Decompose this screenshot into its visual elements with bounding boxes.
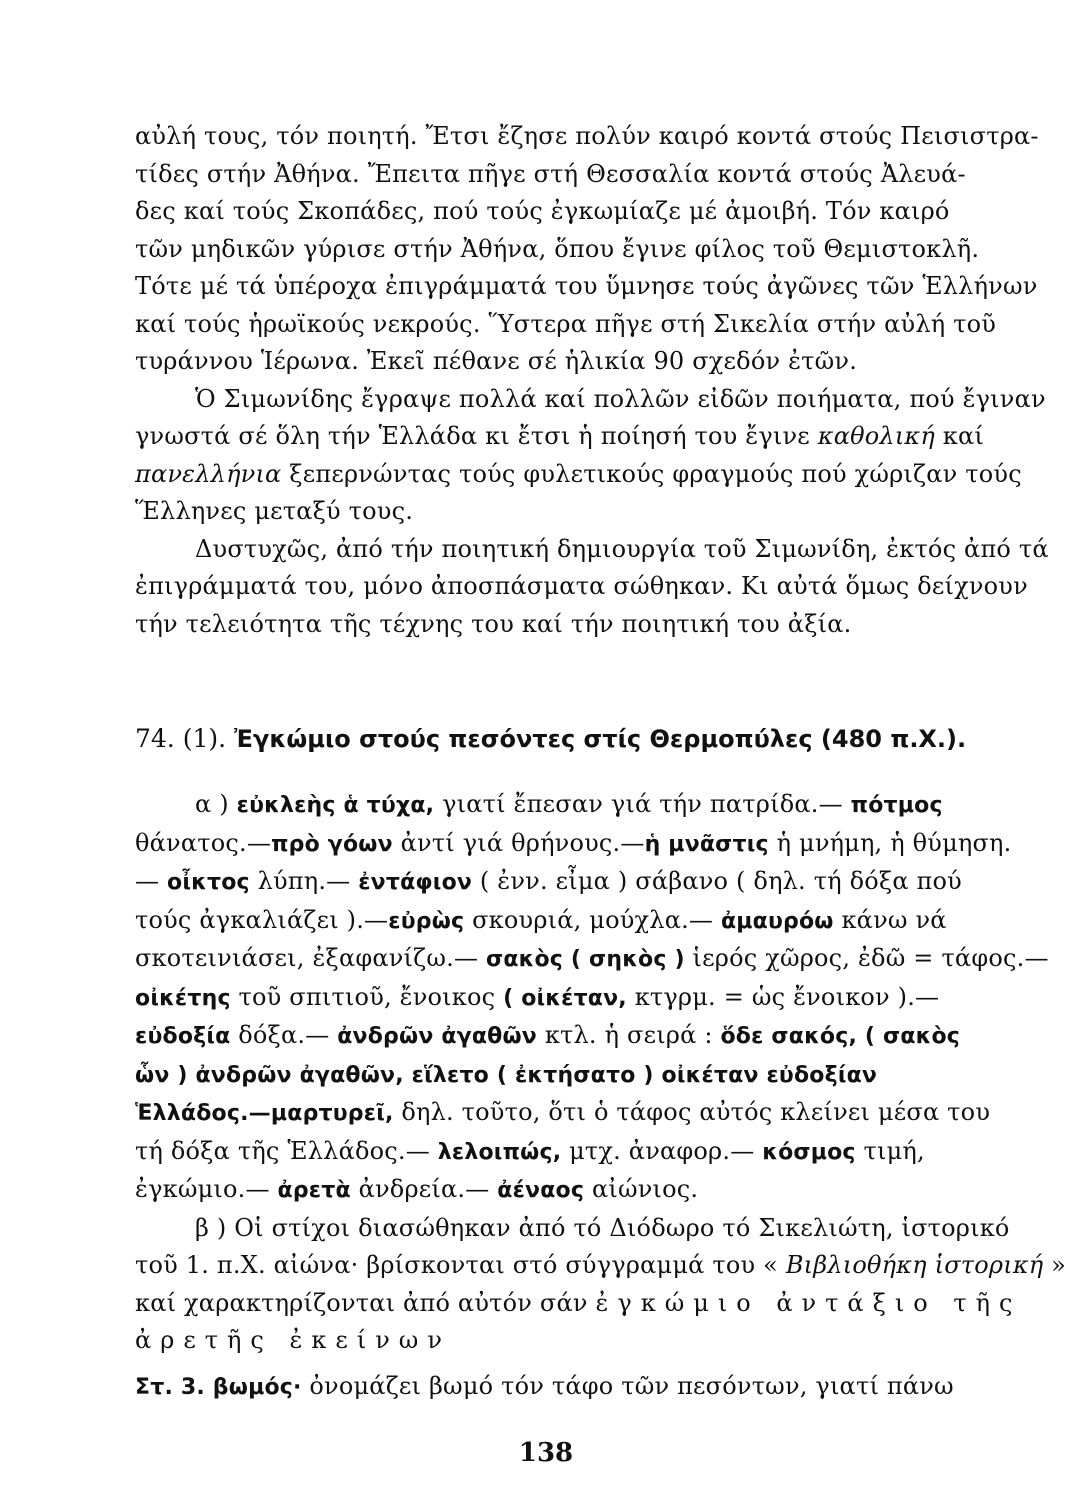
spaced-quote: ἐγκώμιο ἀντάξιο τῆς: [595, 1288, 1022, 1317]
spaced-quote: ἀρετῆς ἐκείνων: [135, 1326, 451, 1354]
text-span: γιατί ἔπεσαν γιά τήν πατρίδα.—: [434, 790, 851, 818]
text-span: ( ἐνν. εἶμα ) σάβανο ( δηλ. τή δόξα πού: [472, 867, 962, 895]
text-span: τοῦ 1. π.Χ. αἰώνα· βρίσκονται στό σύγγραμμά του «: [135, 1251, 786, 1279]
term: εὐκλεὴς ἁ τύχα,: [236, 793, 435, 818]
text-span: λύπη.—: [249, 867, 359, 895]
text-span: α ): [195, 790, 237, 818]
paragraph-1-line: τίδες στήν Ἀθήνα. Ἔπειτα πῆγε στή Θεσσαλία κοντά στούς Ἀλευά-: [135, 159, 966, 188]
verse-label: Στ. 3.: [135, 1375, 205, 1400]
term: κόσμος: [762, 1139, 856, 1165]
paragraph-3-line: τήν τελειότητα τῆς τέχνης του καί τήν ποιητική του ἀξία.: [135, 609, 852, 638]
term: ἀέναος: [497, 1178, 585, 1203]
verse-note: [135, 1368, 1015, 1407]
verse-note-line: [135, 1368, 1015, 1407]
notes-section: [135, 786, 1067, 1360]
paragraph-2-line: [135, 418, 1015, 456]
term: βωμός·: [212, 1375, 302, 1400]
paragraph-3-line: ἐπιγράμματά του, μόνο ἀποσπάσματα σώθηκαν. Κι αὐτά ὅμως δείχνουν: [135, 572, 1028, 600]
paragraph-1-line: αὐλή τους, τόν ποιητή. Ἔτσι ἔζησε πολύν καιρό κοντά στούς Πεισιστρα-: [135, 122, 1039, 150]
text-span: ἱερός χῶρος, ἐδῶ = τάφος.—: [684, 944, 1049, 972]
beta-line: β ) Οἱ στίχοι διασώθηκαν ἀπό τό Διόδωρο τό Σικελιώτη, ἱστορικό: [195, 1213, 1010, 1242]
text-span: κάνω νά: [833, 905, 947, 934]
term: ὅδε σακός, ( σακὸς: [720, 1024, 961, 1049]
term: ἀρετὰ: [277, 1178, 351, 1203]
text-span: δηλ. τοῦτο, ὅτι ὁ τάφος αὐτός κλείνει μέσα του: [393, 1098, 991, 1126]
section-heading: [135, 720, 966, 758]
term: σακὸς ( σηκὸς ): [486, 947, 685, 972]
note-line: [135, 825, 1015, 864]
text-span: »: [1043, 1251, 1067, 1279]
section-number: 74. (1).: [135, 724, 227, 753]
term: εὐρὼς: [388, 908, 465, 934]
term: Ἑλλάδος.—μαρτυρεῖ,: [135, 1101, 394, 1126]
paragraph-1-line: τῶν μηδικῶν γύρισε στήν Ἀθήνα, ὅπου ἔγινε φίλος τοῦ Θεμιστοκλῆ.: [135, 234, 980, 263]
note-line: [135, 1171, 1015, 1210]
term: ἐντάφιον: [358, 870, 473, 895]
intro-section: [135, 118, 1049, 643]
note-line: [135, 979, 1015, 1018]
text-span: ἀντί γιά θρήνους.—: [392, 828, 645, 857]
emphasis-text: πανελλήνια: [135, 459, 282, 488]
text-span: τοῦ σπιτιοῦ, ἔνοικος: [230, 982, 504, 1011]
paragraph-1-line: καί τούς ἡρωϊκούς νεκρούς. Ὕστερα πῆγε στή Σικελία στήν αὐλή τοῦ: [135, 309, 997, 338]
term: ἀμαυρόω: [720, 908, 834, 934]
text-span: θάνατος.—: [135, 828, 272, 857]
note-line: [135, 786, 1015, 825]
text-span: μτχ. ἀναφορ.—: [561, 1136, 763, 1165]
book-title: Βιβλιοθήκη ἱστορική: [785, 1251, 1044, 1279]
note-line: [135, 902, 1015, 941]
section-title: Ἐγκώμιο στούς πεσόντες στίς Θερμοπύλες (480 π.Χ.).: [234, 725, 967, 753]
note-line: [135, 1133, 1015, 1172]
term: πρὸ γόων: [271, 831, 393, 857]
page-number: 138: [518, 1438, 574, 1468]
text-span: ἐγκώμιο.—: [135, 1175, 278, 1203]
note-line: [135, 1056, 1015, 1095]
beta-line: [135, 1285, 1022, 1323]
term: οἶκτος: [167, 870, 250, 895]
text-span: τή δόξα τῆς Ἑλλάδος.—: [135, 1136, 438, 1165]
term: οἰκέτης: [135, 985, 231, 1011]
text-span: καί χαρακτηρίζονται ἀπό αὐτόν σάν: [135, 1288, 596, 1317]
text-span: ὀνομάζει βωμό τόν τάφο τῶν πεσόντων, γιατί πάνω: [301, 1372, 954, 1400]
term: πότμος: [850, 793, 943, 818]
paragraph-2-line: [135, 456, 1022, 494]
paragraph-2-line: Ὁ Σιμωνίδης ἔγραψε πολλά καί πολλῶν εἰδῶν ποιήματα, πού ἔγιναν: [195, 384, 1046, 413]
paragraph-2-line: Ἕλληνες μεταξύ τους.: [135, 497, 414, 525]
paragraph-1-line: τυράννου Ἱέρωνα. Ἐκεῖ πέθανε σέ ἡλικία 90 σχεδόν ἐτῶν.: [135, 347, 858, 375]
paragraph-3-line: Δυστυχῶς, ἀπό τήν ποιητική δημιουργία τοῦ Σιμωνίδη, ἐκτός ἀπό τά: [195, 534, 1049, 563]
paragraph-1-line: Τότε μέ τά ὑπέροχα ἐπιγράμματά του ὕμνησε τούς ἀγῶνες τῶν Ἑλλήνων: [135, 272, 1038, 300]
term: ( οἰκέταν,: [503, 985, 627, 1011]
emphasis-text: καθολική: [817, 422, 935, 450]
text-span: κτγρμ. = ὡς ἔνοικον ).—: [626, 982, 940, 1011]
text-span: —: [135, 867, 168, 895]
text-span: σκουριά, μούχλα.—: [464, 905, 721, 934]
text-span: σκοτεινιάσει, ἐξαφανίζω.—: [135, 944, 486, 972]
text-span: αἰώνιος.: [584, 1175, 699, 1203]
text-span: ἀνδρεία.—: [350, 1175, 498, 1203]
note-line: [135, 940, 1049, 979]
text-span: κτλ. ἡ σειρά :: [537, 1021, 721, 1049]
term: ἡ μνᾶστις: [644, 831, 769, 857]
text-span: ξεπερνώντας τούς φυλετικούς φραγμούς πού χώριζαν τούς: [281, 459, 1022, 488]
beta-line: [135, 1247, 1067, 1285]
term: ἀνδρῶν ἀγαθῶν: [337, 1024, 537, 1049]
note-line: [135, 1094, 1015, 1133]
text-span: τούς ἀγκαλιάζει ).—: [135, 905, 389, 934]
term: λελοιπώς,: [437, 1139, 562, 1165]
text-span: ἡ μνήμη, ἡ θύμηση.: [768, 828, 1012, 857]
note-line: [135, 1017, 1015, 1056]
text-span: δόξα.—: [230, 1021, 338, 1049]
text-span: γνωστά σέ ὅλη τήν Ἑλλάδα κι ἔτσι ἡ ποίησή του ἔγινε: [135, 422, 818, 450]
text-span: τιμή,: [855, 1136, 925, 1165]
term: εὐδοξία: [135, 1024, 231, 1049]
note-line: [135, 863, 1015, 902]
text-span: καί: [934, 422, 984, 450]
paragraph-1-line: δες καί τούς Σκοπάδες, πού τούς ἐγκωμίαζε μέ ἀμοιβή. Τόν καιρό: [135, 197, 950, 225]
term: ὧν ) ἀνδρῶν ἀγαθῶν, εἵλετο ( ἐκτήσατο ) οἰκέταν εὐδοξίαν: [135, 1062, 878, 1088]
beta-line: [135, 1322, 1015, 1360]
